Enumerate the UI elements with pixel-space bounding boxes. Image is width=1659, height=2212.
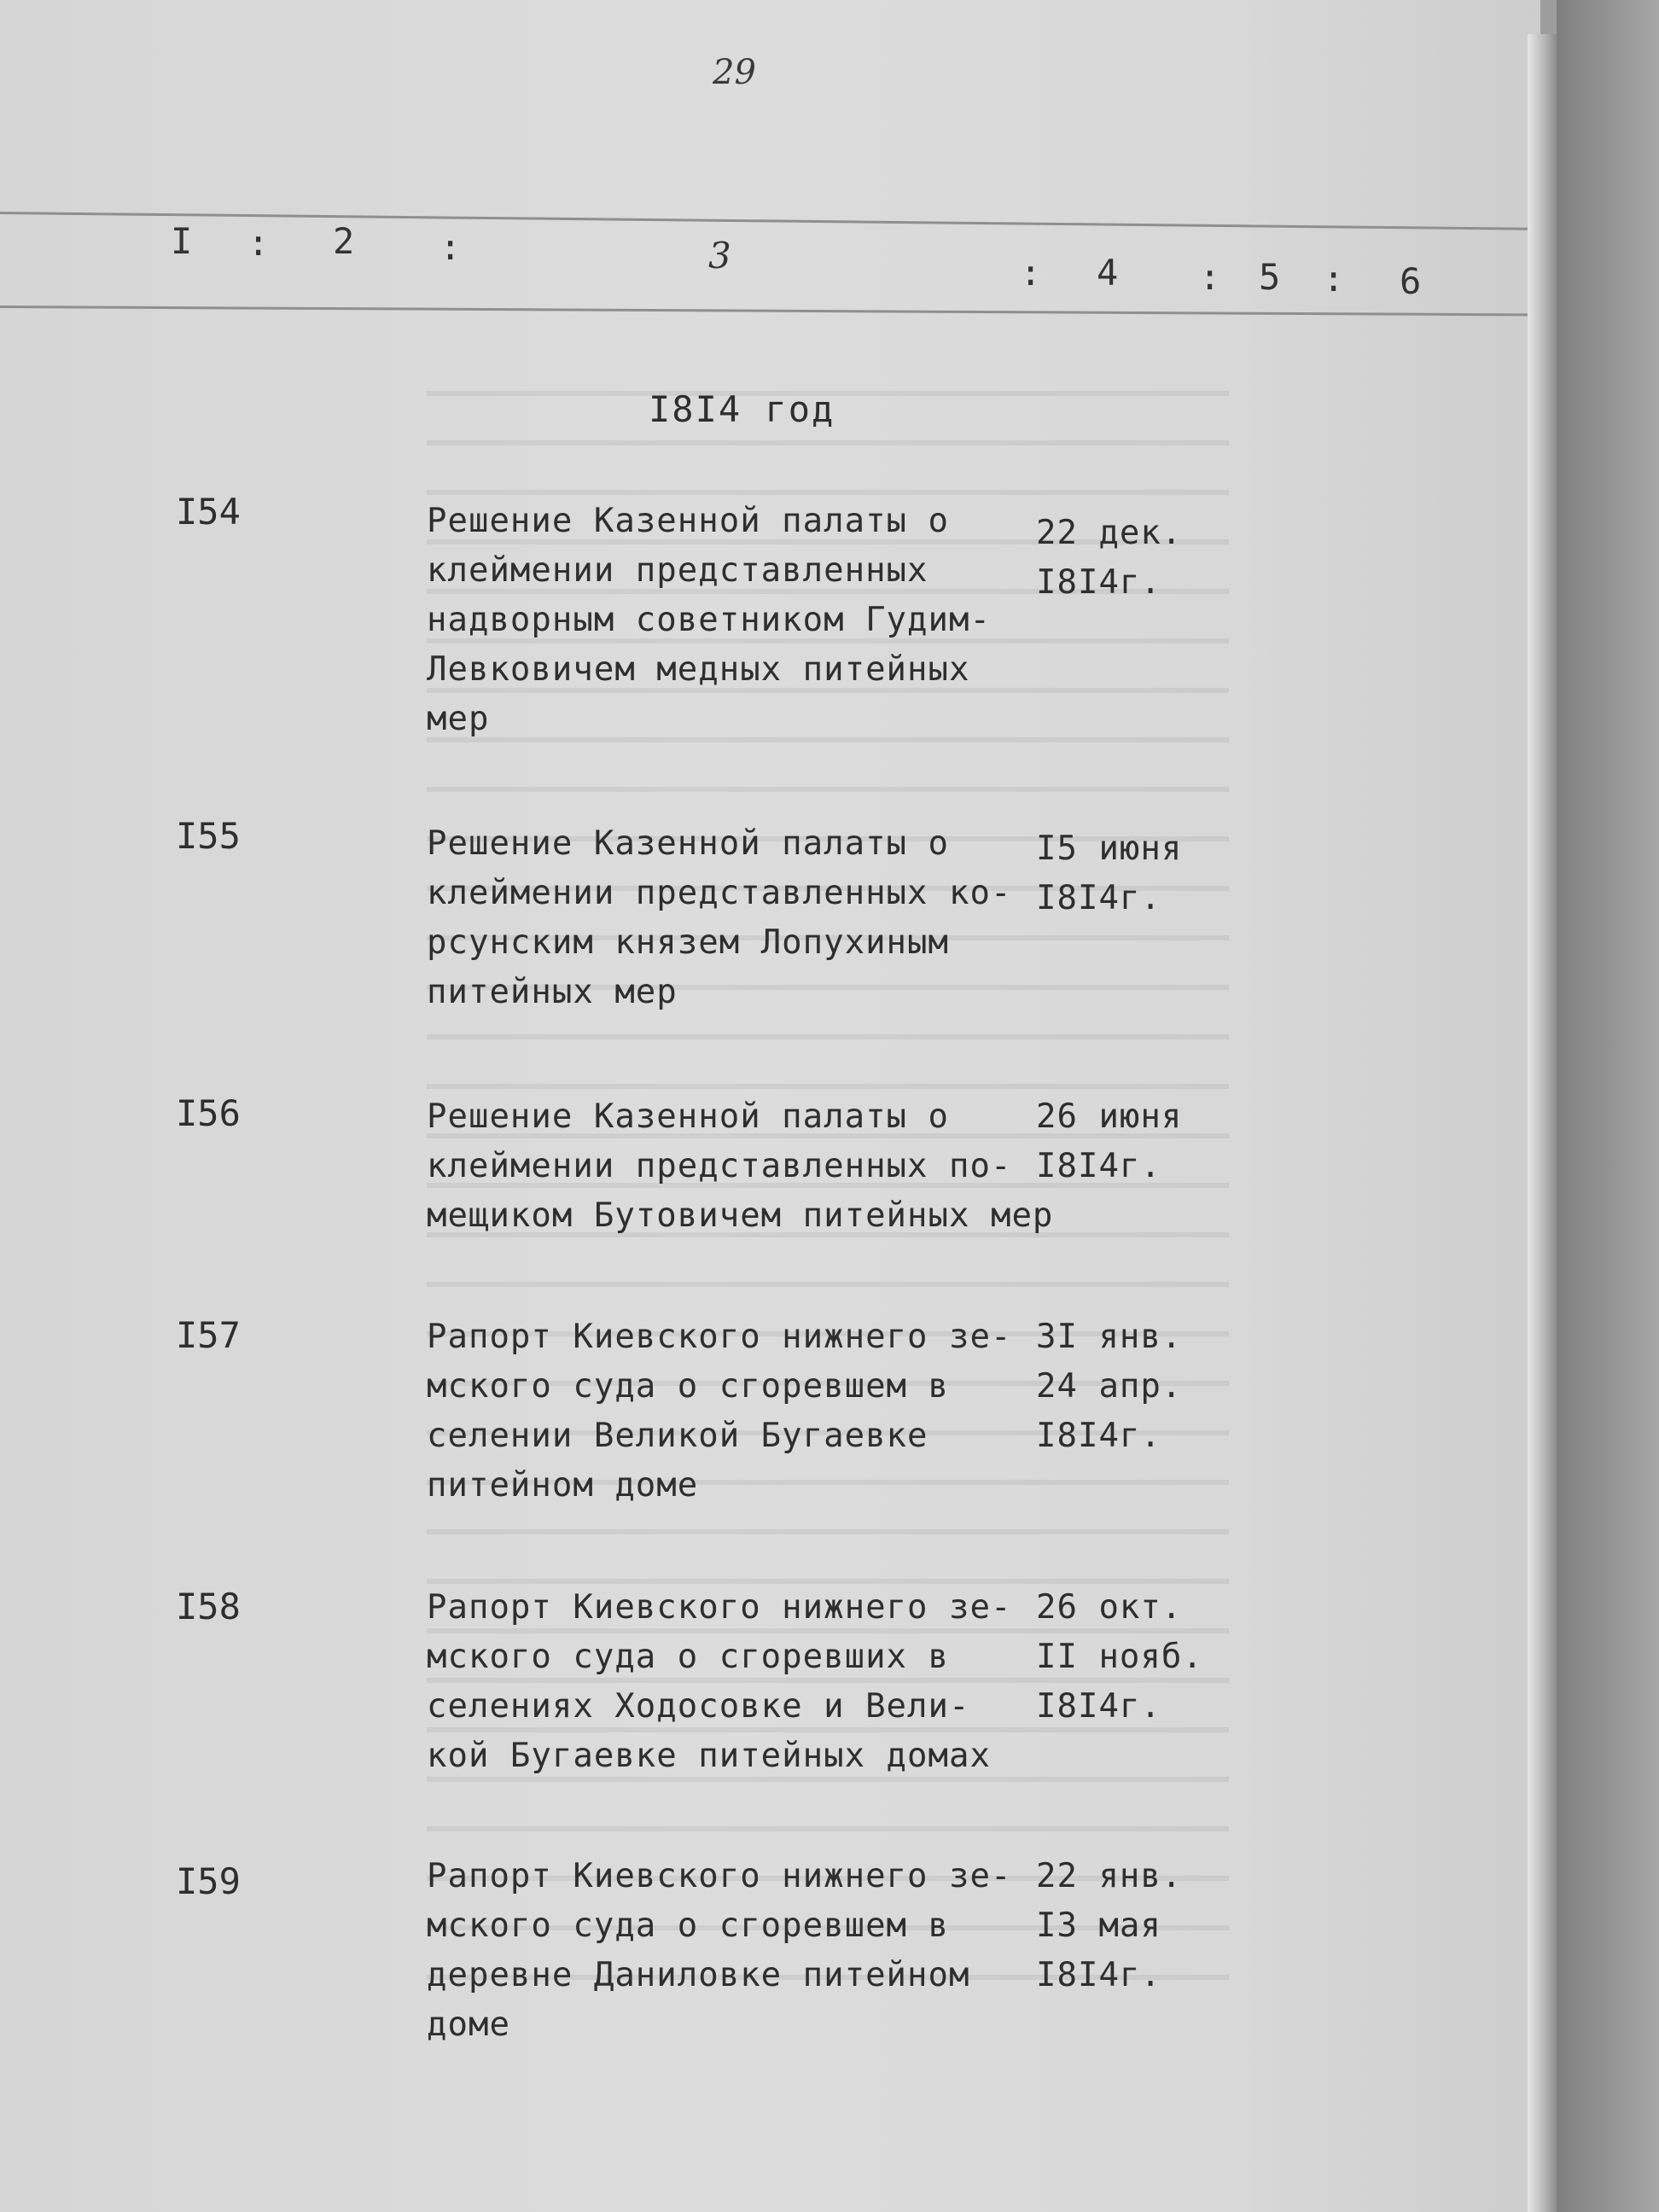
column-header-6: 6 <box>1400 260 1422 302</box>
header-rule-top <box>0 212 1536 230</box>
description-line: селениях Ходосовке и Вели- <box>427 1687 970 1726</box>
date-line: 22 дек. <box>1036 514 1183 552</box>
description-line: клеймении представленных ко- <box>427 874 1012 912</box>
column-separator: : <box>247 222 270 264</box>
date-line: I8I4г. <box>1036 1956 1161 1994</box>
date-line: 3I янв. <box>1036 1318 1183 1356</box>
entry-number: I54 <box>176 491 241 533</box>
entry-number: I59 <box>176 1860 241 1902</box>
entry-date <box>1036 1092 1215 1191</box>
year-heading: I8I4 год <box>649 388 835 430</box>
page-number: 29 <box>713 53 756 92</box>
date-line: I3 мая <box>1036 1906 1161 1945</box>
entry-number: I57 <box>176 1314 241 1356</box>
entry-date <box>1036 1583 1215 1732</box>
date-line: I8I4г. <box>1036 1417 1161 1455</box>
description-line: кой Бугаевке питейных домах <box>427 1737 991 1775</box>
header-rule-bottom <box>0 306 1536 316</box>
entry-number: I56 <box>176 1092 241 1134</box>
description-line: Решение Казенной палаты о <box>427 824 949 863</box>
entry-date <box>1036 824 1215 923</box>
date-line: 24 апр. <box>1036 1367 1183 1406</box>
date-line: II нояб. <box>1036 1638 1203 1676</box>
column-separator: : <box>1323 258 1345 300</box>
column-separator: : <box>1199 256 1221 298</box>
description-line: селении Великой Бугаевке <box>427 1417 928 1455</box>
column-separator: : <box>439 226 462 268</box>
entry-description <box>427 1092 1054 1241</box>
column-header-4: 4 <box>1097 252 1119 294</box>
background-beyond-page <box>1557 0 1659 2212</box>
description-line: Решение Казенной палаты о <box>427 502 949 540</box>
entry-date <box>1036 1313 1215 1461</box>
entry-description <box>427 1313 1041 1511</box>
description-line: Левковичем медных питейных <box>427 650 970 689</box>
description-line: мского суда о сгоревших в <box>427 1638 949 1676</box>
description-line: деревне Даниловке питейном <box>427 1956 970 1994</box>
date-line: I8I4г. <box>1036 879 1161 917</box>
description-line: доме <box>427 2005 510 2044</box>
description-line: мер <box>427 700 490 738</box>
entry-description <box>427 497 1041 744</box>
date-line: I5 июня <box>1036 830 1183 868</box>
entry-description <box>427 1852 1041 2050</box>
date-line: 26 окт. <box>1036 1588 1183 1627</box>
description-line: Рапорт Киевского нижнего зе- <box>427 1857 1012 1895</box>
description-line: рсунским князем Лопухиным <box>427 923 949 962</box>
page-edge-shadow <box>1528 34 1557 2212</box>
description-line: питейном доме <box>427 1466 699 1505</box>
column-header-3: 3 <box>708 235 731 276</box>
description-line: надворным советником Гудим- <box>427 601 991 639</box>
description-line: питейных мер <box>427 973 678 1011</box>
date-line: 26 июня <box>1036 1097 1183 1136</box>
description-line: клеймении представленных <box>427 551 928 590</box>
date-line: I8I4г. <box>1036 1147 1161 1185</box>
column-separator: : <box>1020 252 1042 294</box>
description-line: мского суда о сгоревшем в <box>427 1367 949 1406</box>
description-line: Решение Казенной палаты о <box>427 1097 949 1136</box>
description-line: Рапорт Киевского нижнего зе- <box>427 1588 1012 1627</box>
entry-date <box>1036 1852 1215 2000</box>
description-line: Рапорт Киевского нижнего зе- <box>427 1318 1012 1356</box>
entry-date <box>1036 509 1215 608</box>
entry-number: I58 <box>176 1586 241 1627</box>
date-line: I8I4г. <box>1036 1687 1161 1726</box>
entry-number: I55 <box>176 815 241 857</box>
entry-description <box>427 1583 1041 1781</box>
entry-description <box>427 819 1041 1017</box>
description-line: клеймении представленных по- <box>427 1147 1012 1185</box>
description-line: мского суда о сгоревшем в <box>427 1906 949 1945</box>
column-header-2: 2 <box>333 220 355 262</box>
column-header-5: 5 <box>1259 256 1281 298</box>
date-line: 22 янв. <box>1036 1857 1183 1895</box>
date-line: I8I4г. <box>1036 563 1161 602</box>
description-line: мещиком Бутовичем питейных мер <box>427 1196 1054 1235</box>
column-header-1: I <box>171 220 193 262</box>
